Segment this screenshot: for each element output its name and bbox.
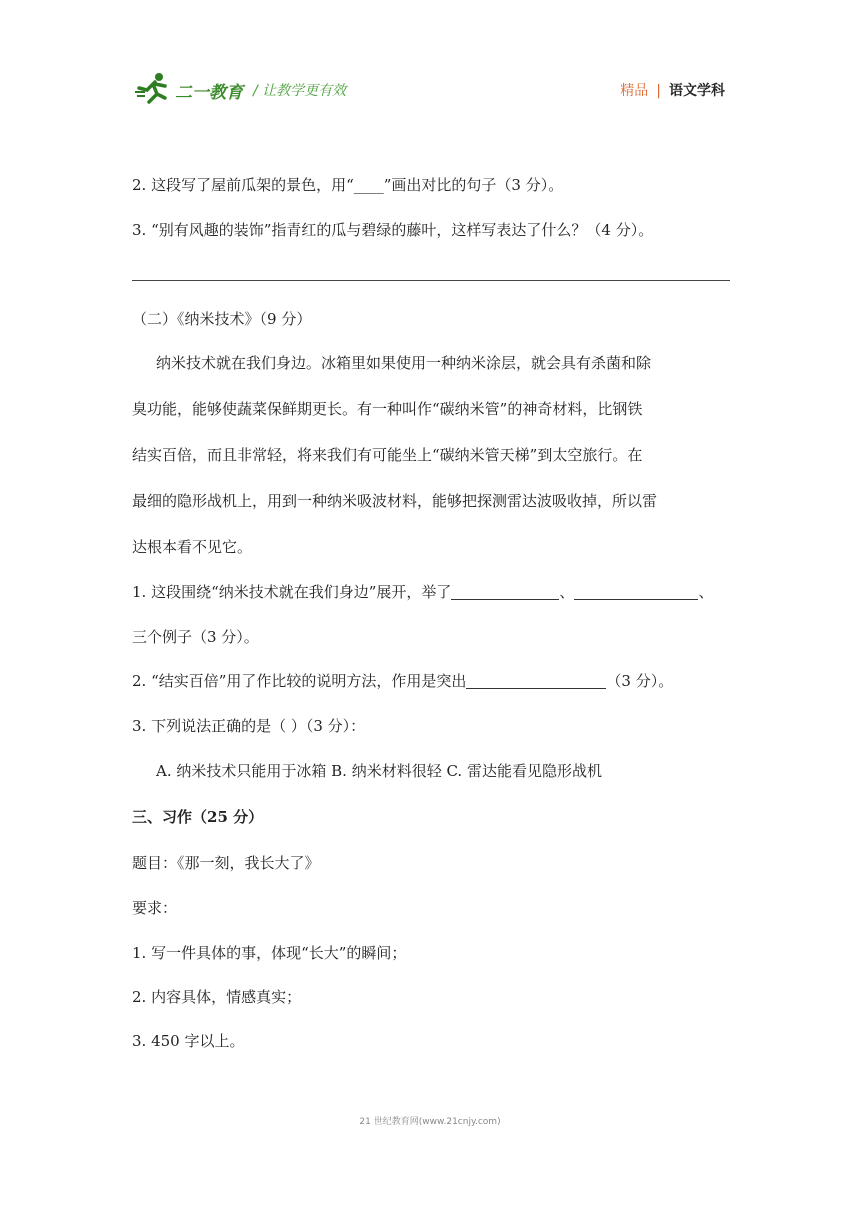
comma: 、	[559, 583, 575, 601]
question-3b: 3. 下列说法正确的是（ ）（3 分）：	[132, 717, 366, 735]
brand-right	[620, 80, 725, 100]
question-1b	[132, 581, 713, 602]
question-2b-text: 2. “结实百倍”用了作比较的说明方法，作用是突出	[132, 672, 467, 690]
header-separator: |	[656, 83, 661, 99]
requirements-label: 要求：	[132, 899, 178, 917]
answer-options: A. 纳米技术只能用于冰箱 B. 纳米材料很轻 C. 雷达能看见隐形战机	[156, 762, 602, 780]
page-header	[135, 72, 725, 108]
question-3a: 3. “别有风趣的装饰”指青红的瓜与碧绿的藤叶，这样写表达了什么？（4 分）。	[132, 221, 654, 239]
passage-line: 纳米技术就在我们身边。冰箱里如果使用一种纳米涂层，就会具有杀菌和除	[156, 354, 652, 372]
requirement-3: 3. 450 字以上。	[132, 1032, 245, 1050]
question-2b	[132, 670, 673, 691]
jingpin-label: 精品	[620, 83, 649, 99]
requirement-1: 1. 写一件具体的事，体现“长大”的瞬间；	[132, 944, 407, 962]
page-footer: 21 世纪教育网(www.21cnjy.com)	[359, 1117, 501, 1127]
requirement-2: 2. 内容具体，情感真实；	[132, 988, 302, 1006]
running-man-icon	[135, 72, 173, 106]
subject-label: 语文学科	[669, 83, 725, 99]
question-2a: 2. 这段写了屋前瓜架的景色，用“____”画出对比的句子（3 分）。	[132, 176, 564, 194]
answer-blank[interactable]	[574, 583, 698, 600]
question-1b-text: 1. 这段围绕“纳米技术就在我们身边”展开，举了	[132, 583, 452, 601]
answer-line	[132, 280, 730, 281]
comma: 、	[698, 583, 714, 601]
slogan: / 让教学更有效	[253, 83, 347, 99]
question-2b-score: （3 分）。	[606, 672, 674, 690]
essay-topic: 题目：《那一刻，我长大了》	[132, 854, 320, 872]
answer-blank[interactable]	[451, 583, 559, 600]
section-2-title: （二）《纳米技术》（9 分）	[132, 310, 312, 328]
passage-line: 达根本看不见它。	[132, 538, 253, 556]
logo-text: 二一教育	[175, 83, 243, 103]
passage-line: 结实百倍，而且非常轻，将来我们有可能坐上“碳纳米管天梯”到太空旅行。在	[132, 446, 643, 464]
passage-line: 臭功能，能够使蔬菜保鲜期更长。有一种叫作“碳纳米管”的神奇材料，比钢铁	[132, 400, 643, 418]
answer-blank[interactable]	[466, 672, 606, 689]
section-3-title: 三、习作（25 分）	[132, 808, 264, 826]
question-1b-line2: 三个例子（3 分）。	[132, 628, 259, 646]
passage-line: 最细的隐形战机上，用到一种纳米吸波材料，能够把探测雷达波吸收掉，所以雷	[132, 492, 658, 510]
